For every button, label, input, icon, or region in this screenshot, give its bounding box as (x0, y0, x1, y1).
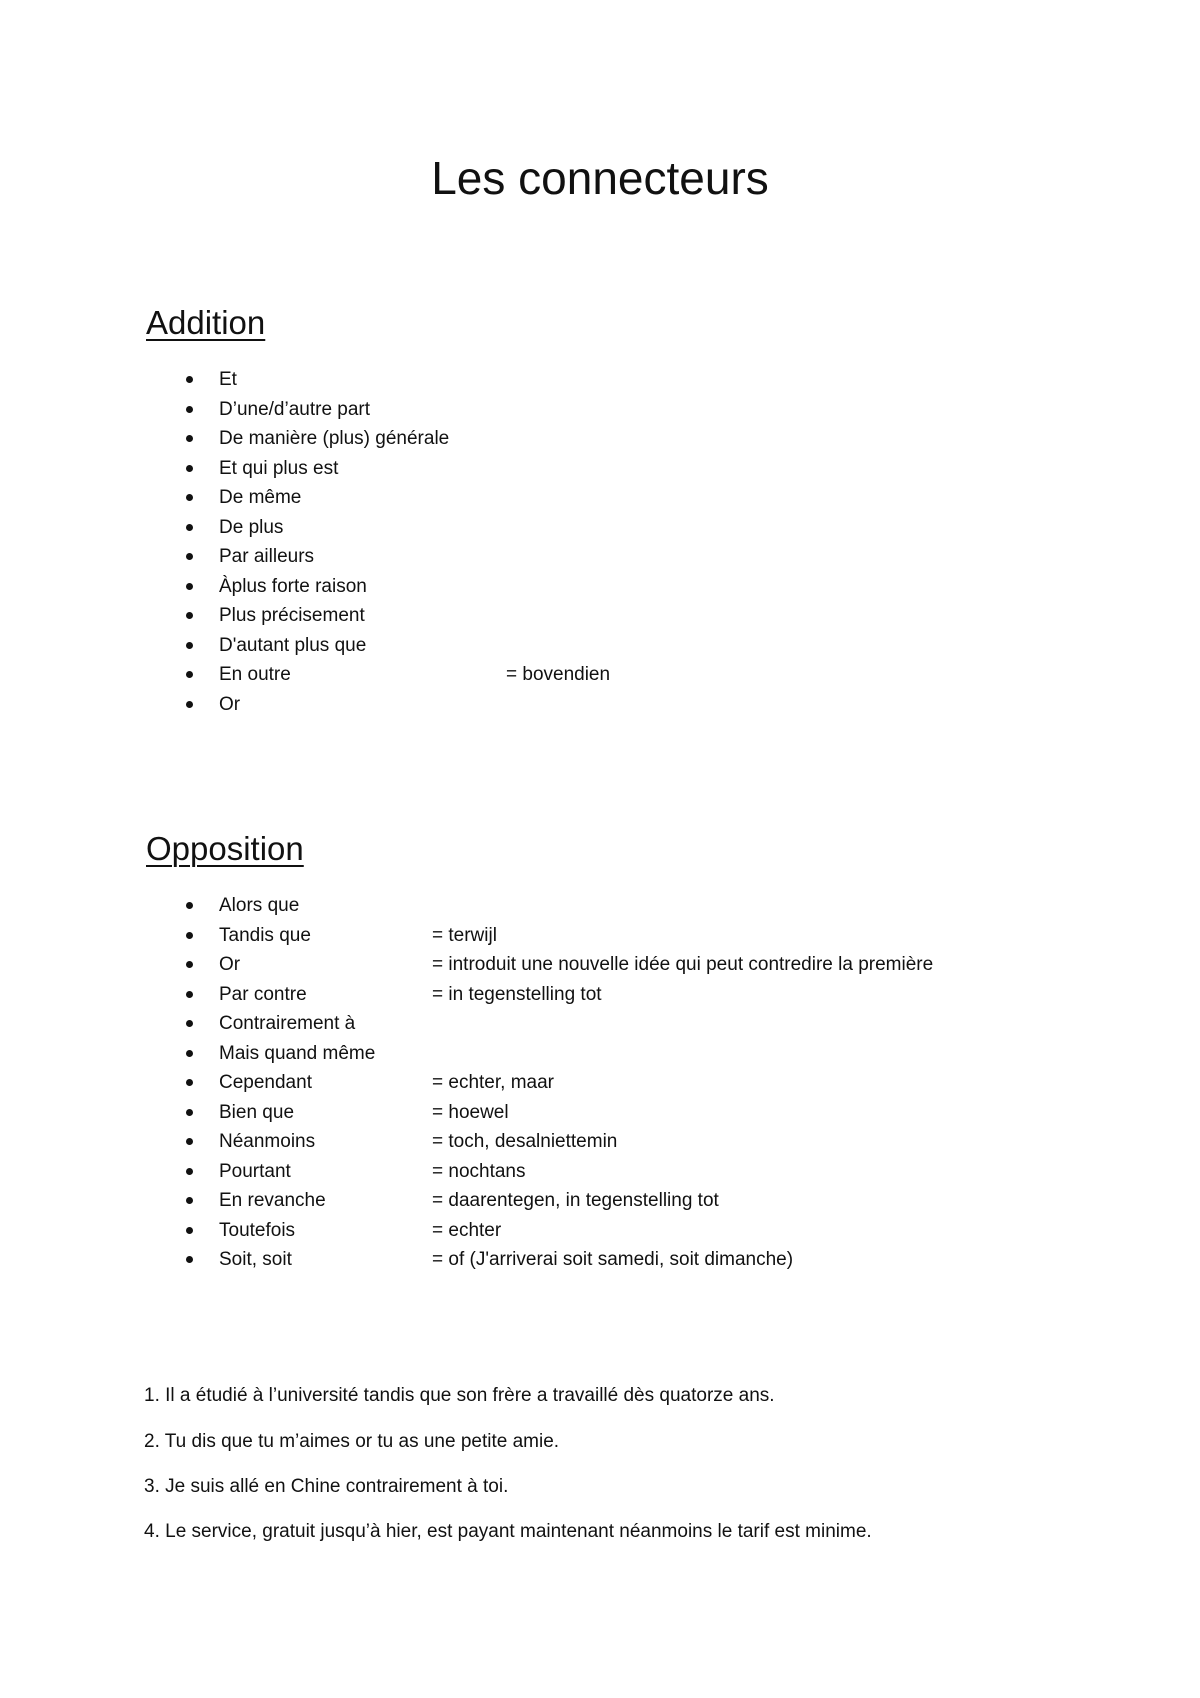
bullet-icon (186, 612, 193, 619)
example-sentence: 3. Je suis allé en Chine contrairement à toi. (144, 1476, 509, 1497)
bullet-icon (186, 642, 193, 649)
connector-translation: = daarentegen, in tegenstelling tot (432, 1190, 719, 1211)
connector-translation: = echter, maar (432, 1072, 554, 1093)
bullet-icon (186, 524, 193, 531)
connector-term: D’une/d’autre part (219, 398, 371, 420)
example-sentence: 2. Tu dis que tu m’aimes or tu as une petite amie. (144, 1431, 560, 1452)
bullet-icon (186, 465, 193, 472)
connector-translation: = nochtans (432, 1160, 526, 1182)
connector-term: Soit, soit (219, 1249, 292, 1270)
section-heading-addition: Addition (146, 304, 266, 341)
bullet-icon (186, 991, 193, 998)
example-sentence: 1. Il a étudié à l’université tandis que son frère a travaillé dès quatorze ans. (144, 1385, 775, 1406)
bullet-icon (186, 932, 193, 939)
bullet-icon (186, 583, 193, 590)
connector-term: Par ailleurs (219, 546, 315, 567)
connector-translation: = of (J'arriverai soit samedi, soit dimanche) (432, 1249, 794, 1270)
bullet-icon (186, 1020, 193, 1027)
connector-term: Plus précisement (219, 605, 365, 626)
bullet-icon (186, 701, 193, 708)
connector-term: Mais quand même (219, 1042, 376, 1064)
bullet-icon (186, 553, 193, 560)
connector-term: Bien que (219, 1101, 295, 1123)
connector-term: Tandis que (219, 924, 311, 946)
connector-translation: = toch, desalniettemin (432, 1131, 618, 1152)
section-heading-opposition: Opposition (146, 830, 304, 867)
connector-translation: = hoewel (432, 1101, 509, 1123)
bullet-icon (186, 1197, 193, 1204)
bullet-icon (186, 671, 193, 678)
connector-term: D'autant plus que (219, 634, 367, 656)
connector-term: Cependant (219, 1072, 312, 1093)
bullet-icon (186, 376, 193, 383)
connector-term: Toutefois (219, 1219, 296, 1241)
bullet-icon (186, 1227, 193, 1234)
connector-term: Par contre (219, 983, 307, 1005)
connector-term: Alors que (219, 895, 300, 916)
bullet-icon (186, 494, 193, 501)
connector-term: En outre (219, 664, 291, 685)
connector-term: Et (219, 369, 237, 390)
connector-translation: = bovendien (506, 664, 611, 685)
bullet-icon (186, 435, 193, 442)
bullet-icon (186, 1079, 193, 1086)
connector-translation: = echter (432, 1219, 502, 1241)
connector-term: Contrairement à (219, 1013, 356, 1034)
connector-term: En revanche (219, 1190, 326, 1211)
bullet-icon (186, 961, 193, 968)
connector-term: Or (219, 954, 241, 975)
connector-translation: = in tegenstelling tot (432, 983, 602, 1005)
bullet-icon (186, 1256, 193, 1263)
connector-term: Or (219, 693, 241, 715)
bullet-icon (186, 1168, 193, 1175)
connector-term: Néanmoins (219, 1131, 316, 1152)
connector-term: De manière (plus) générale (219, 428, 450, 449)
example-sentence: 4. Le service, gratuit jusqu’à hier, est payant maintenant néanmoins le tarif est minime. (144, 1521, 872, 1542)
bullet-icon (186, 1109, 193, 1116)
connector-term: De même (219, 487, 302, 508)
connector-translation: = terwijl (432, 924, 497, 946)
bullet-icon (186, 1050, 193, 1057)
connector-term: De plus (219, 516, 284, 538)
page-title: Les connecteurs (431, 152, 769, 204)
connector-term: Àplus forte raison (219, 575, 367, 597)
bullet-icon (186, 902, 193, 909)
connector-term: Et qui plus est (219, 457, 339, 479)
bullet-icon (186, 1138, 193, 1145)
bullet-icon (186, 406, 193, 413)
connector-term: Pourtant (219, 1160, 291, 1182)
connector-translation: = introduit une nouvelle idée qui peut contredire la première (432, 954, 934, 975)
